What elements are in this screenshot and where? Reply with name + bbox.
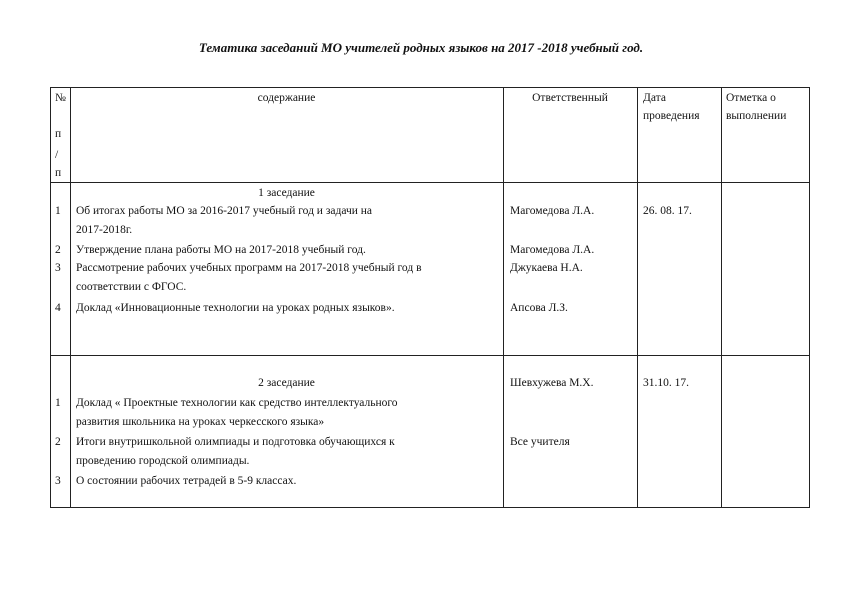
header-row-divider — [50, 182, 810, 183]
session-1-heading: 1 заседание — [258, 187, 315, 199]
session-1-num-2: 2 — [55, 244, 61, 256]
session-2-line-5: О состоянии рабочих тетрадей в 5-9 классах. — [76, 475, 297, 487]
header-date-2: проведения — [643, 110, 700, 122]
header-responsible: Ответственный — [532, 92, 608, 104]
session-1-line-5: соответствии с ФГОС. — [76, 281, 187, 293]
header-num-3: / — [55, 149, 59, 161]
session-2-num-2: 2 — [55, 436, 61, 448]
session-1-num-4: 4 — [55, 302, 61, 314]
header-num-1: № — [55, 92, 66, 104]
header-num-4: п — [55, 167, 62, 179]
col-border-right — [809, 87, 810, 508]
col-divider-content — [503, 87, 504, 508]
header-num-2: п — [55, 128, 62, 140]
table-border-top — [50, 87, 810, 88]
session-1-responsible-2: Магомедова Л.А. — [510, 244, 595, 256]
session-1-line-3: Утверждение плана работы МО на 2017-2018 учебный год. — [76, 244, 366, 256]
session-1-num-3: 3 — [55, 262, 61, 274]
col-border-left — [50, 87, 51, 508]
page-title: Тематика заседаний МО учителей родных языков на 2017 -2018 учебный год. — [198, 40, 644, 55]
session-1-date: 26. 08. 17. — [643, 205, 692, 217]
col-divider-responsible — [637, 87, 638, 508]
session-2-date: 31.10. 17. — [643, 377, 689, 389]
session-divider — [50, 355, 810, 356]
session-1-line-4: Рассмотрение рабочих учебных программ на 2017-2018 учебный год в — [76, 262, 422, 274]
session-2-line-3: Итоги внутришкольной олимпиады и подготовка обучающихся к — [76, 436, 395, 448]
session-2-heading: 2 заседание — [258, 377, 315, 389]
session-2-num-3: 3 — [55, 475, 61, 487]
table-border-bottom — [50, 507, 810, 508]
col-divider-num — [70, 87, 71, 508]
session-1-num-1: 1 — [55, 205, 61, 217]
header-mark-1: Отметка о — [726, 92, 776, 104]
session-1-line-2: 2017-2018г. — [76, 224, 133, 236]
header-content: содержание — [257, 92, 316, 104]
session-2-line-4: проведению городской олимпиады. — [76, 455, 250, 467]
session-1-responsible-3: Джукаева Н.А. — [510, 262, 583, 274]
session-2-num-1: 1 — [55, 397, 61, 409]
session-2-line-1: Доклад « Проектные технологии как средство интеллектуального — [76, 397, 398, 409]
header-date-1: Дата — [643, 92, 666, 104]
session-1-responsible-4: Апсова Л.З. — [510, 302, 568, 314]
session-1-line-6: Доклад «Инновационные технологии на уроках родных языков». — [76, 302, 395, 314]
session-2-responsible-1: Шевхужева М.Х. — [510, 377, 594, 389]
session-1-responsible-1: Магомедова Л.А. — [510, 205, 595, 217]
session-2-responsible-2: Все учителя — [510, 436, 570, 448]
col-divider-date — [721, 87, 722, 508]
session-2-line-2: развития школьника на уроках черкесского языка» — [76, 416, 325, 428]
session-1-line-1: Об итогах работы МО за 2016-2017 учебный год и задачи на — [76, 205, 373, 217]
header-mark-2: выполнении — [726, 110, 787, 122]
